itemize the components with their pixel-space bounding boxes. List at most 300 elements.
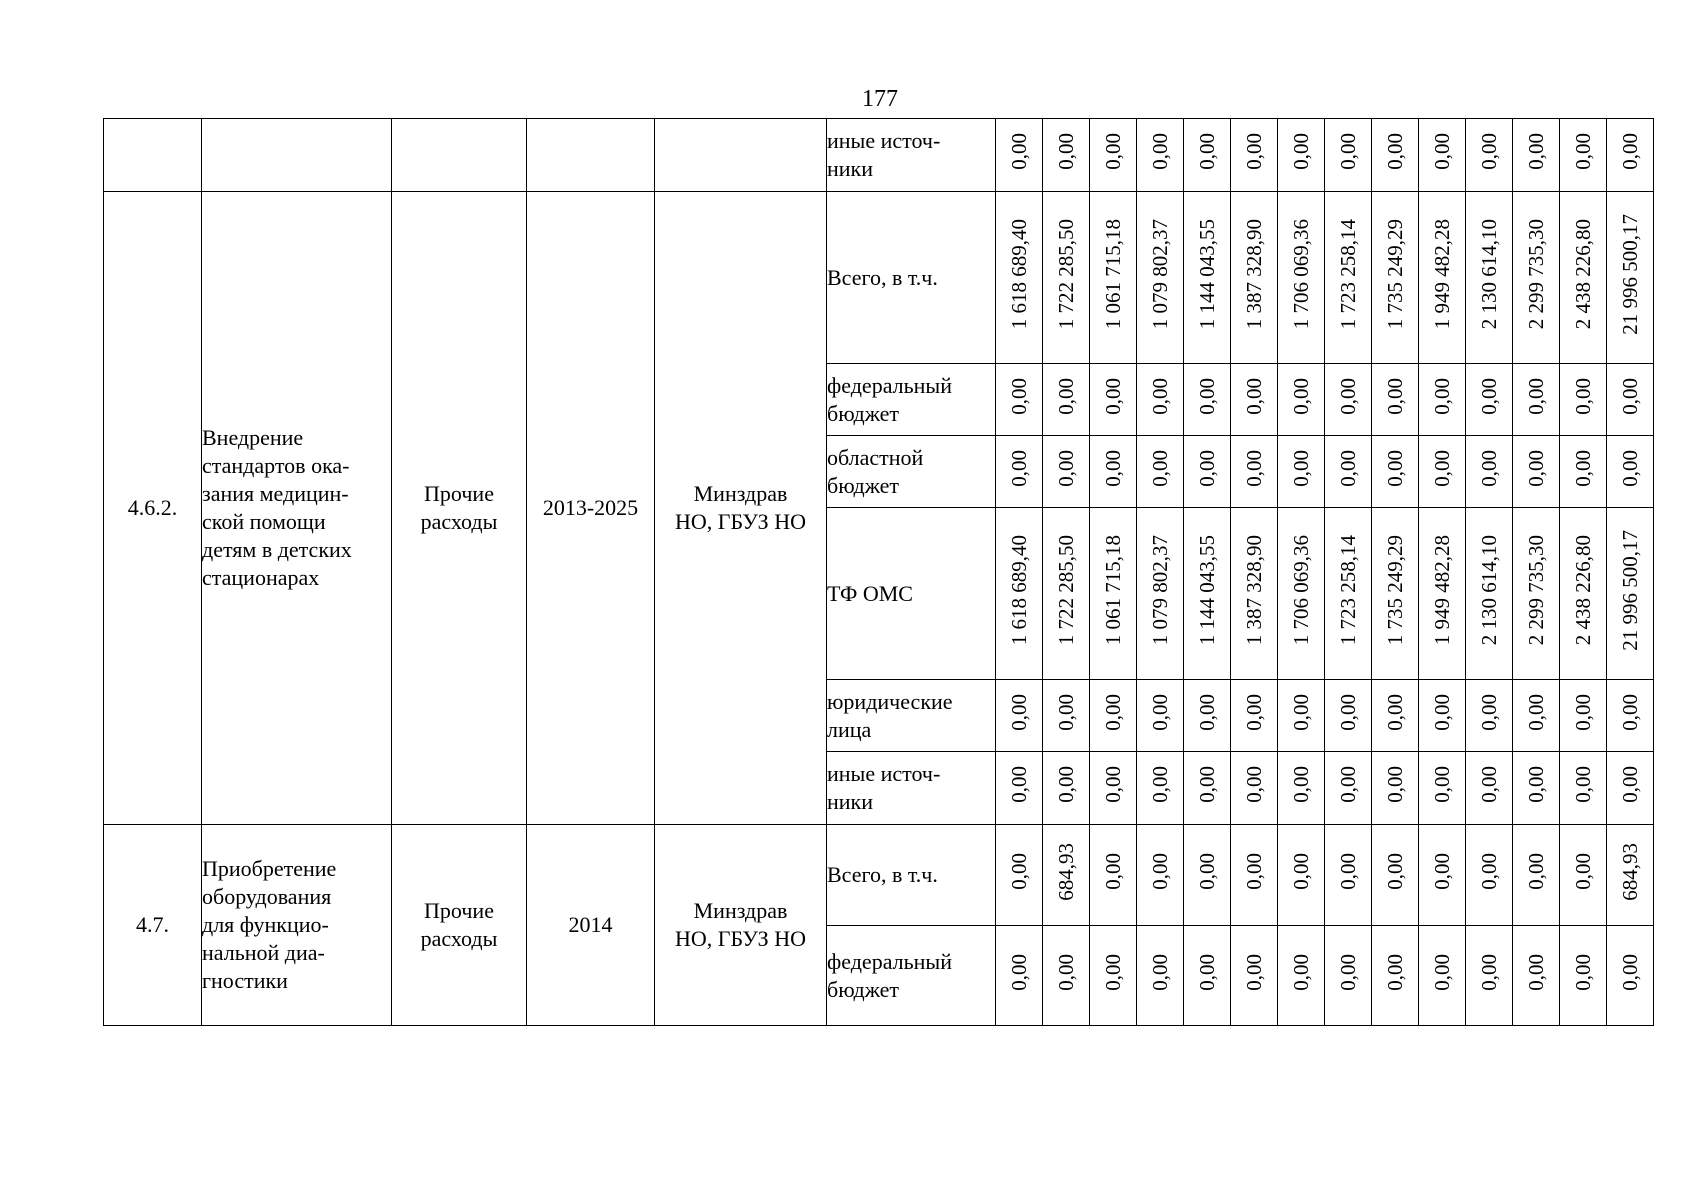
amount-value: 684,93 [1053,842,1078,901]
amount-value: 0,00 [1570,377,1595,415]
value-cell [1184,508,1231,680]
amount-value: 0,00 [1476,953,1501,991]
value-cell [1560,364,1607,436]
value-cell [1419,508,1466,680]
funding-source-line: федеральный [827,948,952,974]
value-cell [1278,680,1325,752]
funding-source-line: федеральный [827,372,952,398]
amount-value: 0,00 [1523,853,1548,890]
value-cell [1325,680,1372,752]
funding-source-cell [827,680,996,752]
amount-value: 0,00 [1523,449,1548,487]
activity-name-line: зания медицин- [202,481,349,506]
value-cell [1513,680,1560,752]
amount-value: 1 387 328,90 [1241,218,1266,330]
amount-value: 0,00 [1382,953,1407,991]
amount-value: 0,00 [1006,377,1031,415]
amount-value: 0,00 [1617,766,1642,803]
value-cell [1090,508,1137,680]
value-cell [1184,436,1231,508]
value-cell [1137,364,1184,436]
value-cell [1231,680,1278,752]
value-cell [1607,680,1654,752]
amount-value: 0,00 [1100,853,1125,890]
value-cell [1372,364,1419,436]
value-cell [1137,752,1184,825]
funding-source-line: лица [827,716,872,742]
value-cell [1137,119,1184,192]
amount-value: 1 079 802,37 [1147,534,1172,646]
value-cell [1466,364,1513,436]
value-cell [1231,926,1278,1026]
value-cell [996,508,1043,680]
amount-value: 0,00 [1382,853,1407,890]
activity-name-line: оборудования [202,884,332,909]
value-cell [1419,825,1466,926]
value-cell [996,192,1043,364]
value-cell [1137,436,1184,508]
amount-value: 0,00 [1100,766,1125,803]
expense-type-line: Прочие [424,898,494,923]
value-cell [1231,192,1278,364]
amount-value: 0,00 [1241,133,1266,170]
amount-value: 0,00 [1288,693,1313,731]
funding-source-line: бюджет [827,400,899,426]
amount-value: 1 723 258,14 [1335,218,1360,330]
value-cell [1607,364,1654,436]
value-cell [1513,752,1560,825]
value-cell [1560,508,1607,680]
value-cell [1325,119,1372,192]
value-cell [1278,752,1325,825]
row-number-cell [104,119,202,192]
value-cell [996,680,1043,752]
value-cell [1560,119,1607,192]
value-cell [1184,752,1231,825]
amount-value: 684,93 [1617,842,1642,901]
expense-type-line: Прочие [424,481,494,506]
funding-source-line: ники [827,789,874,814]
amount-value: 0,00 [1288,853,1313,890]
expense-type-cell [392,825,527,1026]
value-cell [1325,926,1372,1026]
value-cell [996,436,1043,508]
amount-value: 0,00 [1617,377,1642,415]
value-cell [1607,119,1654,192]
value-cell [1513,508,1560,680]
value-cell [1513,192,1560,364]
value-cell [1184,192,1231,364]
implementation-period-cell [527,119,655,192]
amount-value: 0,00 [1382,133,1407,170]
value-cell [1137,926,1184,1026]
amount-value: 1 618 689,40 [1006,218,1031,330]
value-cell [1043,508,1090,680]
funding-source-line: бюджет [827,472,899,498]
amount-value: 0,00 [1429,766,1454,803]
value-cell [1513,436,1560,508]
amount-value: 0,00 [1476,693,1501,731]
funding-source-line: юридические [827,688,953,714]
amount-value: 1 144 043,55 [1194,534,1219,646]
amount-value: 1 079 802,37 [1147,218,1172,330]
amount-value: 0,00 [1429,953,1454,991]
amount-value: 0,00 [1429,377,1454,415]
amount-value: 21 996 500,17 [1617,529,1642,651]
amount-value: 1 061 715,18 [1100,218,1125,330]
amount-value: 0,00 [1006,133,1031,170]
activity-name-line: Приобретение [202,856,337,881]
value-cell [1184,680,1231,752]
value-cell [1278,436,1325,508]
value-cell [996,364,1043,436]
value-cell [1419,680,1466,752]
expense-type-cell [392,192,527,825]
funding-source-cell [827,436,996,508]
value-cell [1372,119,1419,192]
activity-name-line: Внедрение [202,425,304,450]
value-cell [996,926,1043,1026]
value-cell [1466,825,1513,926]
amount-value: 0,00 [1147,449,1172,487]
value-cell [1513,364,1560,436]
value-cell [1278,364,1325,436]
value-cell [1278,508,1325,680]
activity-name-line: нальной диа- [202,940,325,965]
amount-value: 0,00 [1053,766,1078,803]
value-cell [1043,192,1090,364]
value-cell [1325,192,1372,364]
funding-source-cell [827,508,996,680]
value-cell [1043,436,1090,508]
page-number: 177 [862,86,898,112]
amount-value: 1 735 249,29 [1382,218,1407,330]
amount-value: 0,00 [1100,953,1125,991]
value-cell [1325,436,1372,508]
table-row [104,825,1654,926]
amount-value: 0,00 [1147,693,1172,731]
amount-value: 2 130 614,10 [1476,534,1501,646]
amount-value: 2 299 735,30 [1523,534,1548,646]
amount-value: 0,00 [1194,693,1219,731]
amount-value: 2 438 226,80 [1570,534,1595,646]
value-cell [1278,926,1325,1026]
value-cell [1513,926,1560,1026]
amount-value: 0,00 [1147,953,1172,991]
amount-value: 0,00 [1100,377,1125,415]
value-cell [1231,436,1278,508]
activity-name-line: стационарах [202,565,320,590]
amount-value: 0,00 [1523,377,1548,415]
executor-cell [655,192,827,825]
amount-value: 1 722 285,50 [1053,534,1078,646]
value-cell [1231,825,1278,926]
value-cell [1419,192,1466,364]
amount-value: 0,00 [1194,449,1219,487]
amount-value: 0,00 [1053,953,1078,991]
value-cell [1466,436,1513,508]
expense-type-line: расходы [420,509,498,534]
value-cell [1090,364,1137,436]
amount-value: 0,00 [1147,133,1172,170]
value-cell [1419,364,1466,436]
value-cell [1184,364,1231,436]
amount-value: 2 438 226,80 [1570,218,1595,330]
value-cell [1137,680,1184,752]
amount-value: 0,00 [1288,449,1313,487]
value-cell [1231,119,1278,192]
value-cell [1419,119,1466,192]
value-cell [1278,825,1325,926]
value-cell [996,752,1043,825]
amount-value: 0,00 [1241,766,1266,803]
value-cell [1607,825,1654,926]
value-cell [1325,825,1372,926]
activity-name-line: ской помощи [202,509,326,534]
value-cell [996,825,1043,926]
amount-value: 0,00 [1006,449,1031,487]
amount-value: 0,00 [1570,766,1595,803]
value-cell [1043,680,1090,752]
implementation-period-cell [527,192,655,825]
value-cell [1607,192,1654,364]
value-cell [1372,752,1419,825]
value-cell [1043,752,1090,825]
value-cell [1090,752,1137,825]
value-cell [1090,119,1137,192]
value-cell [1560,436,1607,508]
value-cell [1325,364,1372,436]
amount-value: 0,00 [1194,133,1219,170]
amount-value: 0,00 [1429,853,1454,890]
value-cell [1090,825,1137,926]
value-cell [1137,825,1184,926]
value-cell [1466,926,1513,1026]
amount-value: 0,00 [1194,766,1219,803]
expense-type-cell [392,119,527,192]
executor-cell [655,825,827,1026]
amount-value: 0,00 [1570,693,1595,731]
amount-value: 0,00 [1476,853,1501,890]
amount-value: 0,00 [1476,766,1501,803]
amount-value: 0,00 [1288,377,1313,415]
amount-value: 0,00 [1617,953,1642,991]
amount-value: 0,00 [1476,449,1501,487]
value-cell [1184,926,1231,1026]
amount-value: 0,00 [1053,377,1078,415]
amount-value: 0,00 [1006,693,1031,731]
funding-source-line: бюджет [827,976,899,1002]
funding-source-line: иные источ- [827,761,941,786]
amount-value: 0,00 [1335,693,1360,731]
funding-source-line: Всего, в т.ч. [827,264,938,290]
value-cell [1466,192,1513,364]
amount-value: 1 144 043,55 [1194,218,1219,330]
value-cell [1325,752,1372,825]
value-cell [1372,825,1419,926]
value-cell [1419,926,1466,1026]
value-cell [1607,752,1654,825]
amount-value: 0,00 [1382,766,1407,803]
row-number-line: 4.7. [136,912,169,937]
amount-value: 0,00 [1241,449,1266,487]
amount-value: 0,00 [1335,953,1360,991]
value-cell [1607,436,1654,508]
value-cell [1466,508,1513,680]
amount-value: 0,00 [1241,853,1266,890]
value-cell [1231,752,1278,825]
amount-value: 0,00 [1241,953,1266,991]
amount-value: 0,00 [1335,853,1360,890]
value-cell [1325,508,1372,680]
amount-value: 0,00 [1335,133,1360,170]
amount-value: 0,00 [1335,449,1360,487]
amount-value: 0,00 [1241,377,1266,415]
amount-value: 1 061 715,18 [1100,534,1125,646]
amount-value: 0,00 [1288,953,1313,991]
amount-value: 0,00 [1335,766,1360,803]
row-number-line: 4.6.2. [127,495,178,520]
funding-source-cell [827,192,996,364]
amount-value: 0,00 [1570,853,1595,890]
value-cell [1231,508,1278,680]
amount-value: 1 706 069,36 [1288,218,1313,330]
activity-name-line: гностики [202,968,288,993]
funding-source-cell [827,752,996,825]
expense-type-line: расходы [420,926,498,951]
funding-source-cell [827,119,996,192]
table-row [104,192,1654,364]
amount-value: 0,00 [1006,953,1031,991]
funding-source-line: областной [827,444,924,470]
implementation-period-line: 2013-2025 [542,495,639,520]
row-number-cell [104,192,202,825]
value-cell [1466,680,1513,752]
amount-value: 0,00 [1617,133,1642,170]
activity-name-line: для функцио- [202,912,329,937]
amount-value: 0,00 [1006,766,1031,803]
amount-value: 0,00 [1570,449,1595,487]
value-cell [1090,192,1137,364]
amount-value: 0,00 [1194,853,1219,890]
amount-value: 0,00 [1382,449,1407,487]
funding-source-line: иные источ- [827,128,941,153]
amount-value: 0,00 [1570,133,1595,170]
value-cell [1137,192,1184,364]
amount-value: 0,00 [1100,133,1125,170]
amount-value: 0,00 [1147,766,1172,803]
amount-value: 0,00 [1194,377,1219,415]
amount-value: 0,00 [1382,377,1407,415]
amount-value: 0,00 [1476,377,1501,415]
executor-line: Минздрав [693,898,788,923]
activity-name-cell [202,192,392,825]
value-cell [996,119,1043,192]
value-cell [1278,192,1325,364]
implementation-period-cell [527,825,655,1026]
funding-source-line: Всего, в т.ч. [827,862,938,887]
value-cell [1184,825,1231,926]
executor-line: НО, ГБУЗ НО [675,926,806,951]
amount-value: 1 618 689,40 [1006,534,1031,646]
value-cell [1419,752,1466,825]
financing-table [103,118,1654,1026]
value-cell [1607,508,1654,680]
activity-name-cell [202,825,392,1026]
value-cell [1560,680,1607,752]
value-cell [1466,119,1513,192]
amount-value: 0,00 [1100,693,1125,731]
value-cell [1043,825,1090,926]
value-cell [1231,364,1278,436]
value-cell [1607,926,1654,1026]
amount-value: 1 387 328,90 [1241,534,1266,646]
executor-line: Минздрав [693,481,788,506]
amount-value: 0,00 [1147,377,1172,415]
table-row [104,119,1654,192]
amount-value: 2 299 735,30 [1523,218,1548,330]
amount-value: 0,00 [1523,953,1548,991]
value-cell [1372,680,1419,752]
amount-value: 0,00 [1617,693,1642,731]
amount-value: 0,00 [1429,449,1454,487]
funding-source-cell [827,825,996,926]
amount-value: 0,00 [1006,853,1031,890]
amount-value: 0,00 [1241,693,1266,731]
amount-value: 0,00 [1617,449,1642,487]
amount-value: 21 996 500,17 [1617,213,1642,335]
activity-name-line: стандартов ока- [202,453,350,478]
amount-value: 1 722 285,50 [1053,218,1078,330]
value-cell [1372,436,1419,508]
funding-source-line: ники [827,156,874,181]
amount-value: 0,00 [1194,953,1219,991]
value-cell [1090,436,1137,508]
amount-value: 0,00 [1523,133,1548,170]
amount-value: 0,00 [1570,953,1595,991]
value-cell [1560,825,1607,926]
value-cell [1513,825,1560,926]
value-cell [1372,508,1419,680]
value-cell [1513,119,1560,192]
value-cell [1372,192,1419,364]
amount-value: 0,00 [1288,133,1313,170]
row-number-cell [104,825,202,1026]
value-cell [1090,926,1137,1026]
value-cell [1466,752,1513,825]
value-cell [1043,119,1090,192]
amount-value: 0,00 [1288,766,1313,803]
value-cell [1043,364,1090,436]
value-cell [1372,926,1419,1026]
amount-value: 0,00 [1053,693,1078,731]
amount-value: 0,00 [1100,449,1125,487]
executor-cell [655,119,827,192]
amount-value: 1 706 069,36 [1288,534,1313,646]
value-cell [1560,926,1607,1026]
amount-value: 0,00 [1429,133,1454,170]
amount-value: 0,00 [1382,693,1407,731]
value-cell [1043,926,1090,1026]
amount-value: 1 723 258,14 [1335,534,1360,646]
activity-name-cell [202,119,392,192]
value-cell [1137,508,1184,680]
amount-value: 1 949 482,28 [1429,218,1454,330]
value-cell [1419,436,1466,508]
amount-value: 0,00 [1053,133,1078,170]
amount-value: 0,00 [1053,449,1078,487]
amount-value: 1 735 249,29 [1382,534,1407,646]
